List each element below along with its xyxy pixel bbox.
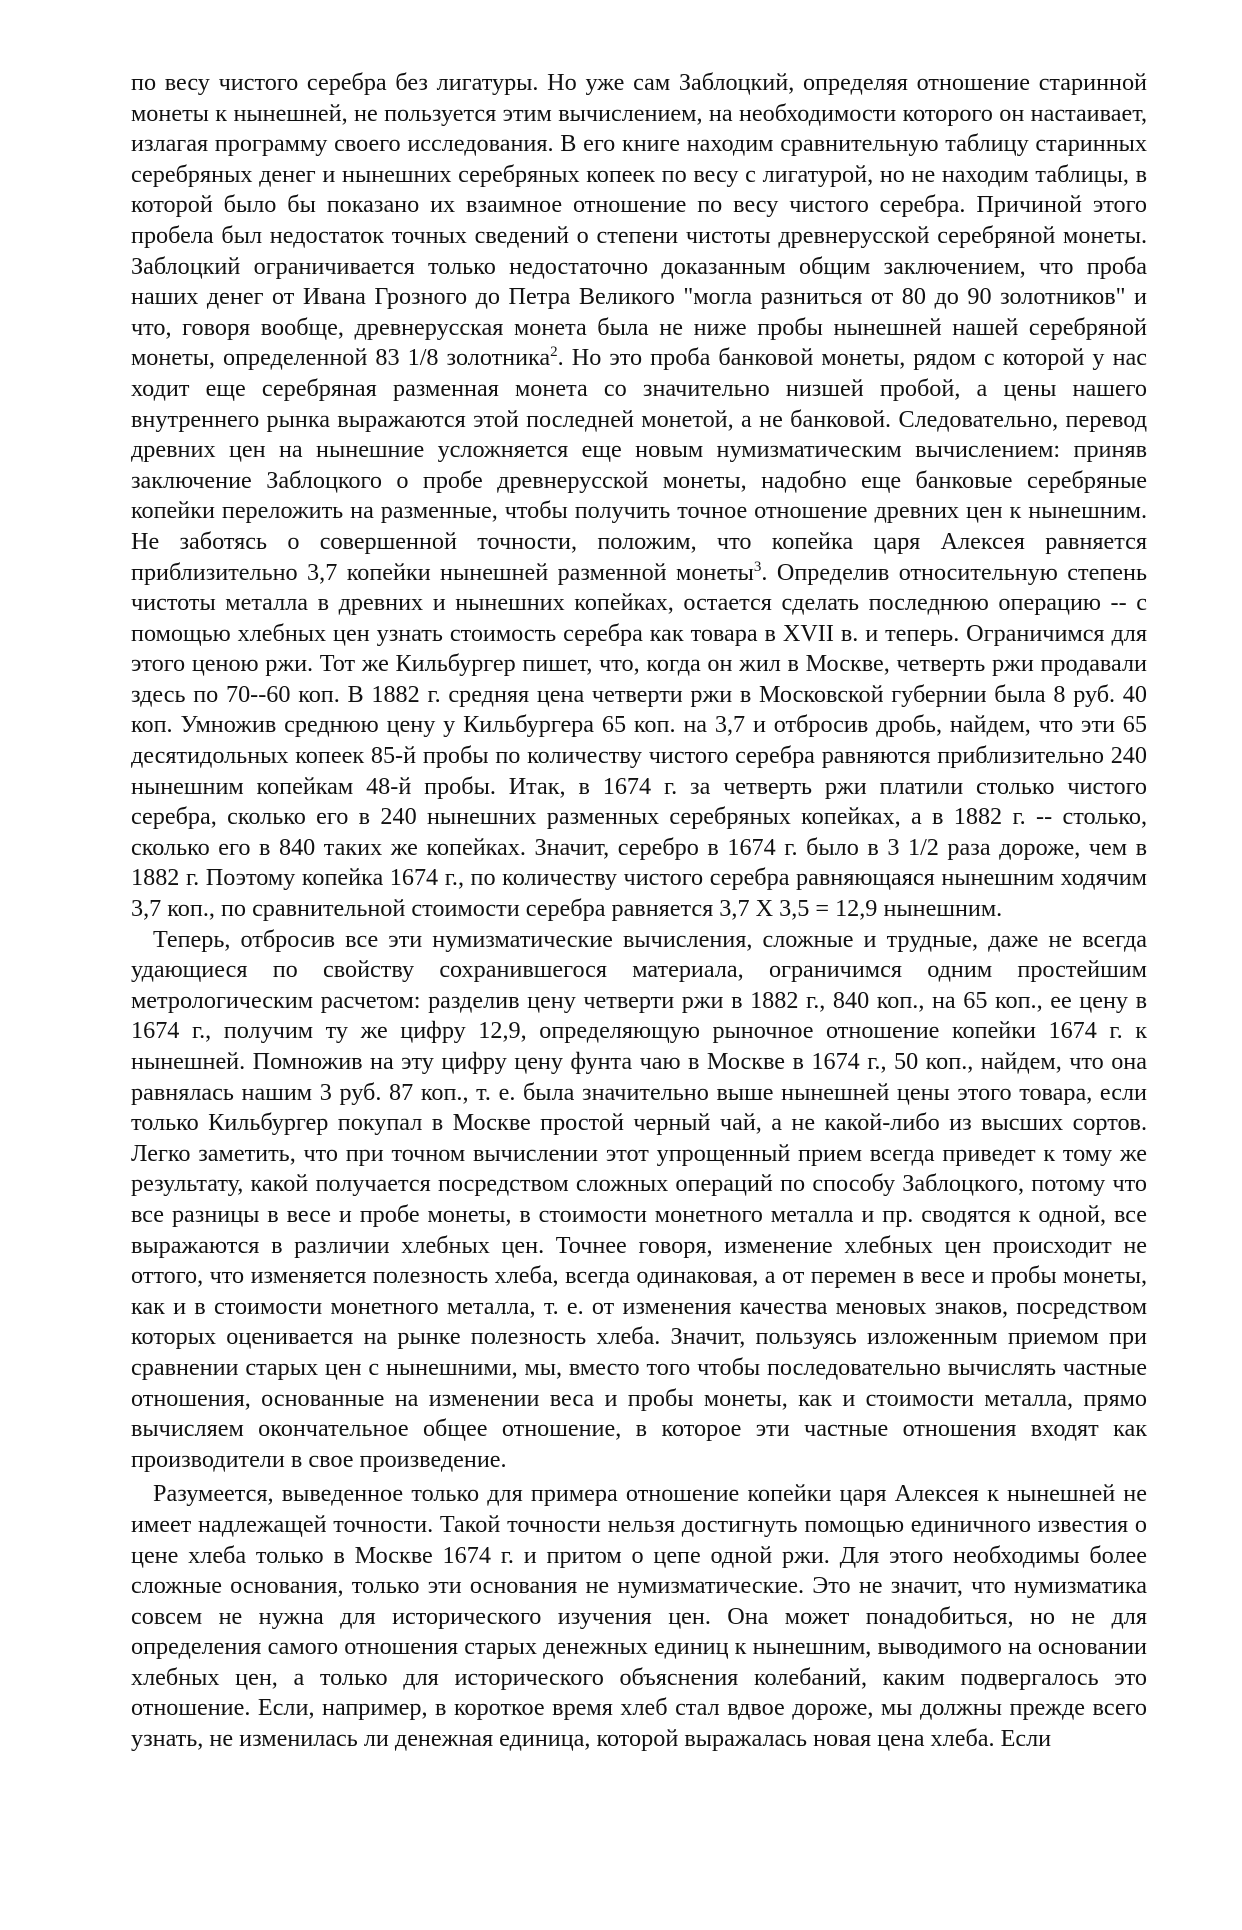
paragraph-1-text-b: . Но это проба банковой монеты, рядом с которой у нас ходит еще серебряная разменная монета со значительно низшей пробой, а цены нашего внутреннего рынка выражаются этой последней монетой, а не банковой. Следовательно, перевод древних цен на нынешние усложняется еще новым нумизматическим вычислением: приняв заключение Заблоцкого о пробе древнерусской монеты, надобно еще банковые серебряные копейки переложить на разменные, чтобы получить точное отношение древних цен к нынешним. Не заботясь о совершенной точности, положим, что копейка царя Алексея равняется приблизительно 3,7 копейки нынешней разменной монеты bbox=[131, 344, 1147, 586]
paragraph-1 bbox=[131, 68, 1147, 925]
document-page bbox=[131, 68, 1147, 1755]
footnote-marker-3[interactable]: 3 bbox=[753, 558, 762, 575]
paragraph-3-text: Разумеется, выведенное только для примера отношение копейки царя Алексея к нынешней не имеет надлежащей точности. Такой точности нельзя достигнуть помощью единичного известия о цене хлеба только в Москве 1674 г. и притом о цепе одной ржи. Для этого необходимы более сложные основания, только эти основания не нумизматические. Это не значит, что нумизматика совсем не нужна для исторического изучения цен. Она может понадобиться, но не для определения самого отношения старых денежных единиц к нынешним, выводимого на основании хлебных цен, а только для исторического объяснения колебаний, каким подвергалось это отношение. Если, например, в короткое время хлеб стал вдвое дороже, мы должны прежде всего узнать, не изменилась ли денежная единица, которой выражалась новая цена хлеба. Если bbox=[131, 1480, 1147, 1753]
footnote-marker-2[interactable]: 2 bbox=[550, 344, 558, 361]
paragraph-2 bbox=[131, 925, 1147, 1476]
paragraph-2-text: Теперь, отбросив все эти нумизматические вычисления, сложные и трудные, даже не всегда удающиеся по свойству сохранившегося материала, ограничимся одним простейшим метрологическим расчетом: разделив цену четверти ржи в 1882 г., 840 коп., на 65 коп., ее цену в 1674 г., получим ту же цифру 12,9, определяющую рыночное отношение копейки 1674 г. к нынешней. Помножив на эту цифру цену фунта чаю в Москве в 1674 г., 50 коп., найдем, что она равнялась нашим 3 руб. 87 коп., т. е. была значительно выше нынешней цены этого товара, если только Кильбургер покупал в Москве простой черный чай, а не какой-либо из высших сортов. Легко заметить, что при точном вычислении этот упрощенный прием всегда приведет к тому же результату, какой получается посредством сложных операций по способу Заблоцкого, потому что все разницы в весе и пробе монеты, в стоимости монетного металла и пр. сводятся к одной, все выражаются в различии хлебных цен. Точнее говоря, изменение хлебных цен происходит не оттого, что изменяется полезность хлеба, всегда одинаковая, а от перемен в весе и пробы монеты, как и в стоимости монетного металла, т. е. от изменения качества меновых знаков, посредством которых оценивается на рынке полезность хлеба. Значит, пользуясь изложенным приемом при сравнении старых цен с нынешними, мы, вместо того чтобы последовательно вычислять частные отношения, основанные на изменении веса и пробы монеты, как и стоимости металла, прямо вычисляем окончательное общее отношение, в которое эти частные отношения входят как производители в свое произведение. bbox=[131, 925, 1147, 1473]
paragraph-1-text-c: . Определив относительную степень чистоты металла в древних и нынешних копейках, остается сделать последнюю операцию -- с помощью хлебных цен узнать стоимость серебра как товара в XVII в. и теперь. Ограничимся для этого ценою ржи. Тот же Кильбургер пишет, что, когда он жил в Москве, четверть ржи продавали здесь по 70--60 коп. В 1882 г. средняя цена четверти ржи в Московской губернии была 8 руб. 40 коп. Умножив среднюю цену у Кильбургера 65 коп. на 3,7 и отбросив дробь, найдем, что эти 65 десятидольных копеек 85-й пробы по количеству чистого серебра равняются приблизительно 240 нынешним копейкам 48-й пробы. Итак, в 1674 г. за четверть ржи платили столько чистого серебра, сколько его в 240 нынешних разменных серебряных копейках, а в 1882 г. -- столько, сколько его в 840 таких же копейках. Значит, серебро в 1674 г. было в 3 1/2 раза дороже, чем в 1882 г. Поэтому копейка 1674 г., по количеству чистого серебра равняющаяся нынешним ходячим 3,7 коп., по сравнительной стоимости серебра равняется 3,7 X 3,5 = 12,9 нынешним. bbox=[131, 558, 1147, 923]
paragraph-1-text-a: по весу чистого серебра без лигатуры. Но уже сам Заблоцкий, определяя отношение старинной монеты к нынешней, не пользуется этим вычислением, на необходимости которого он настаивает, излагая программу своего исследования. В его книге находим сравнительную таблицу старинных серебряных денег и нынешних серебряных копеек по весу с лигатурой, но не находим таблицы, в которой было бы показано их взаимное отношение по весу чистого серебра. Причиной этого пробела был недостаток точных сведений о степени чистоты древнерусской серебряной монеты. Заблоцкий ограничивается только недостаточно доказанным общим заключением, что проба наших денег от Ивана Грозного до Петра Великого "могла разниться от 80 до 90 золотников" и что, говоря вообще, древнерусская монета была не ниже пробы нынешней нашей серебряной монеты, определенной 83 1/8 золотника bbox=[131, 69, 1147, 372]
paragraph-3 bbox=[131, 1479, 1147, 1754]
